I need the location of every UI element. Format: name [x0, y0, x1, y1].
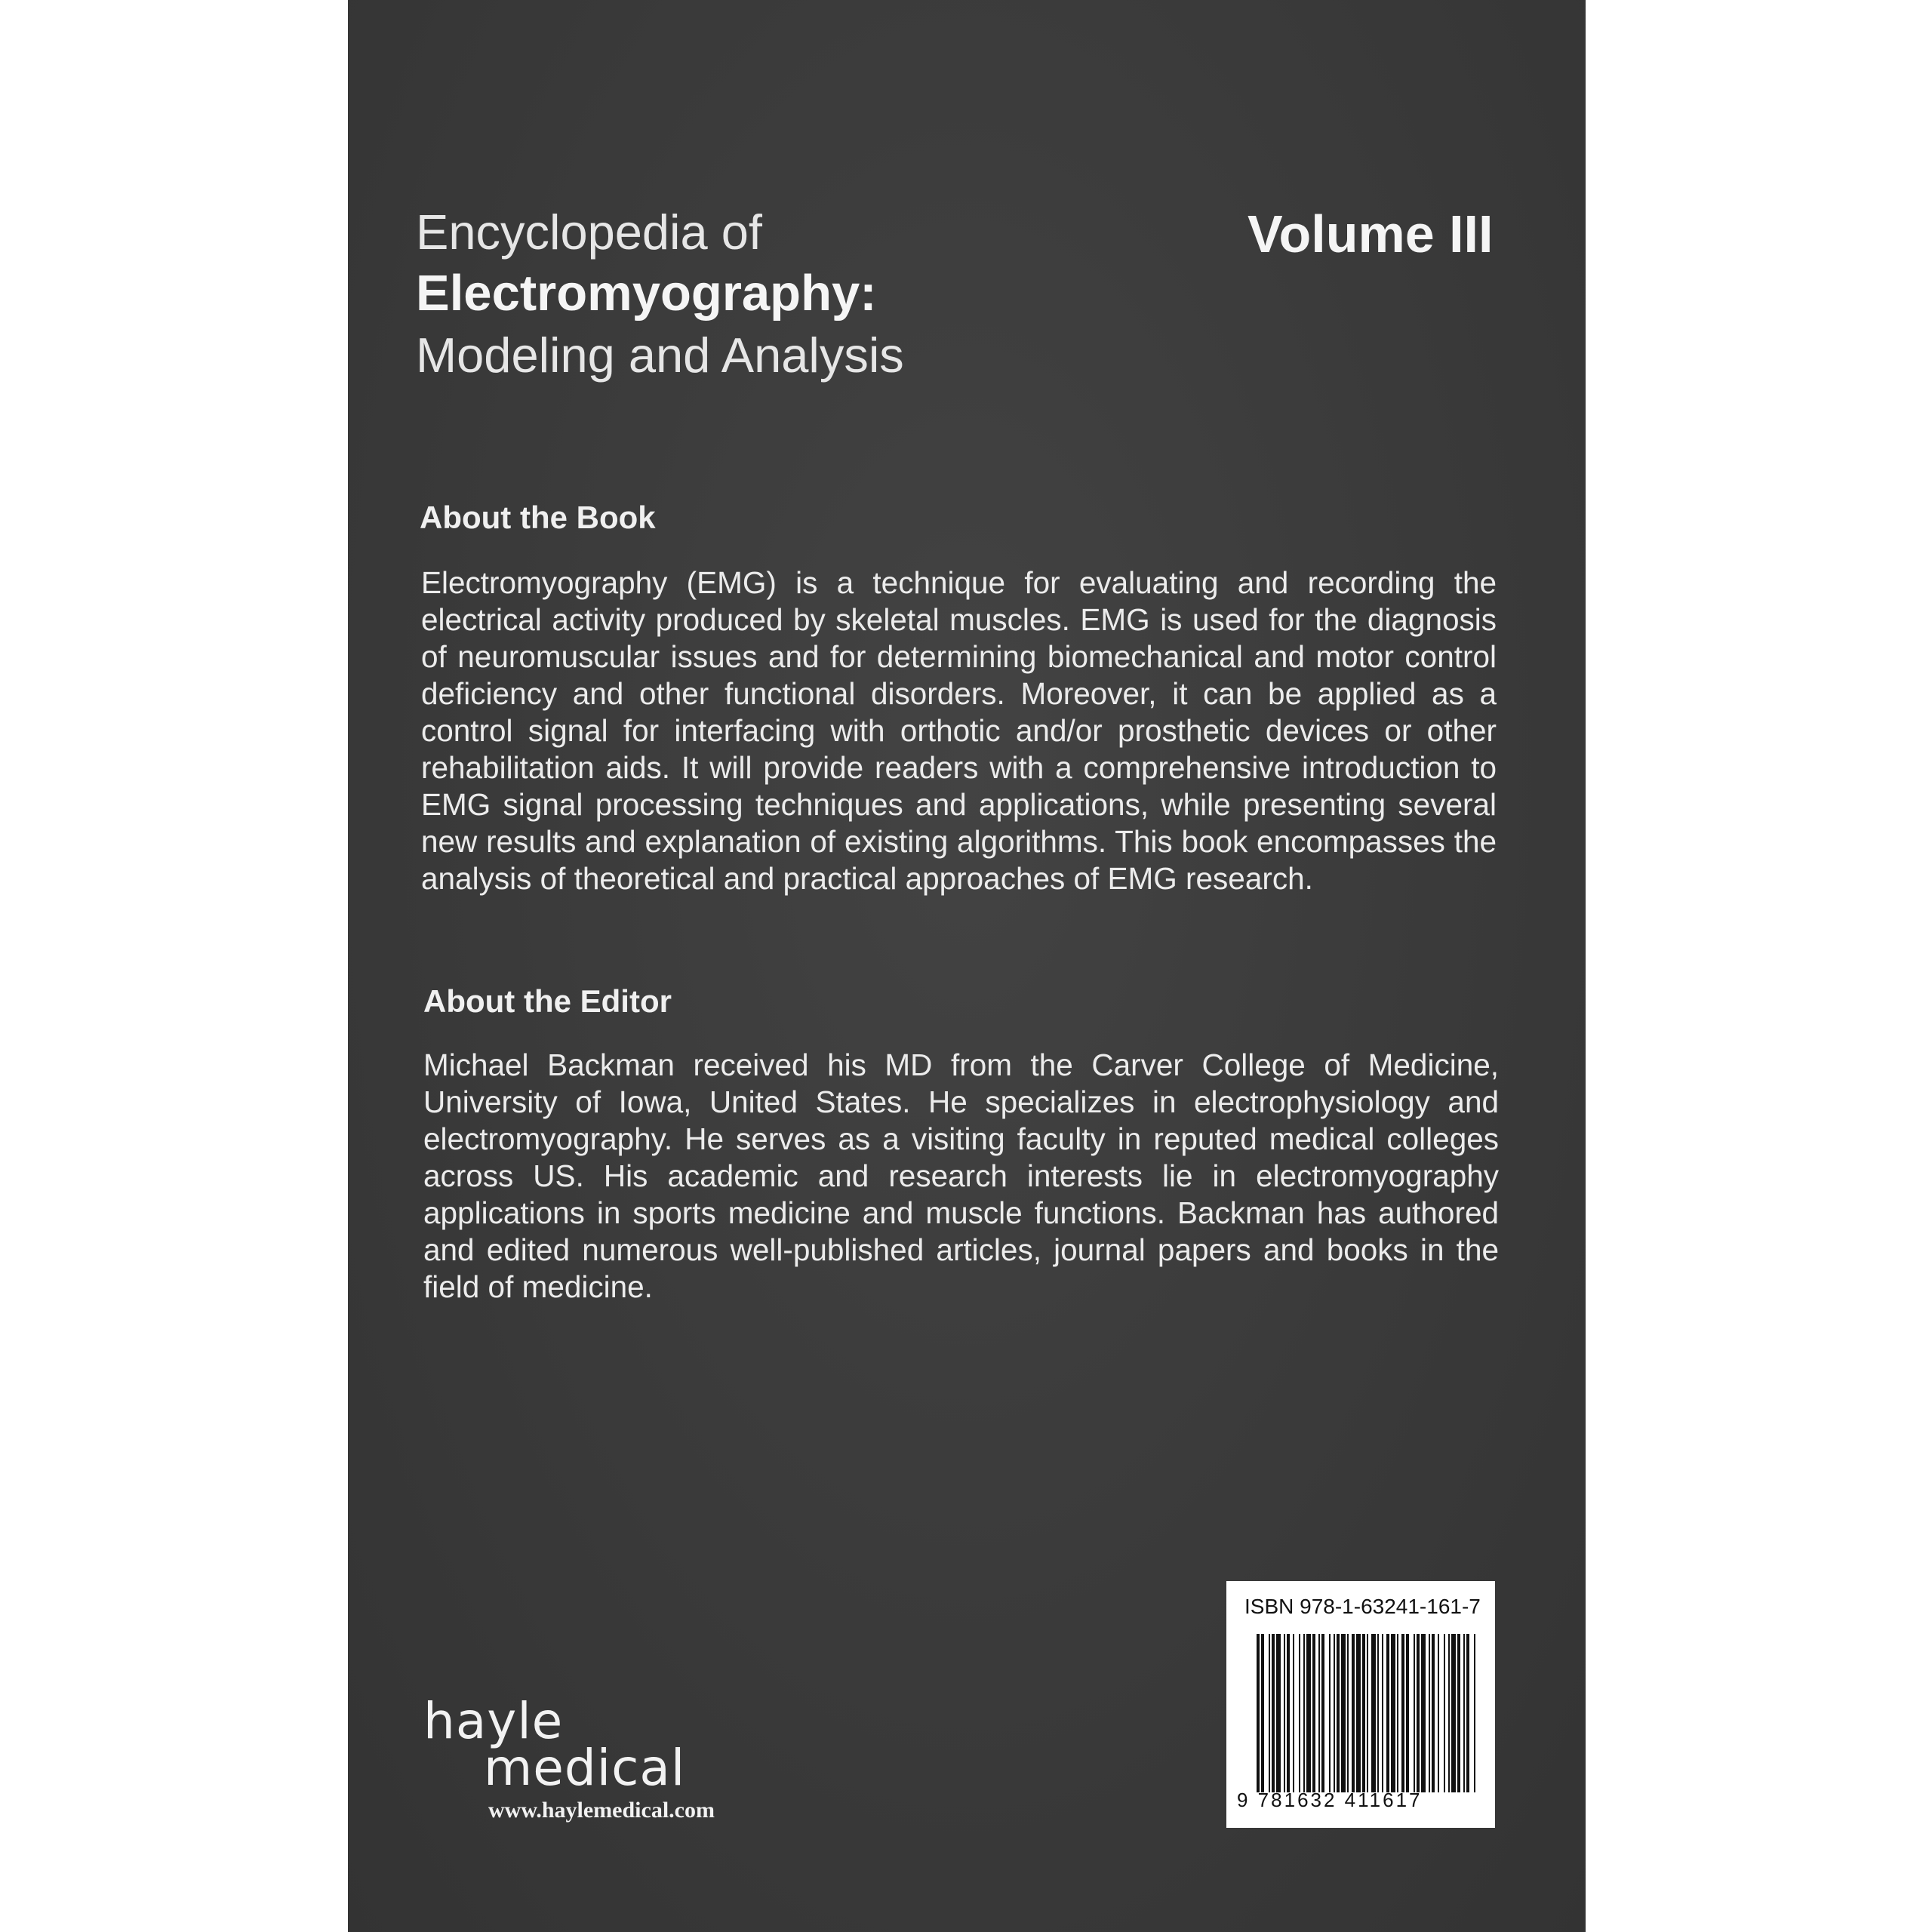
barcode-bar — [1306, 1634, 1311, 1792]
barcode-bar — [1284, 1634, 1285, 1792]
barcode-bar — [1448, 1634, 1450, 1792]
barcode-bar — [1293, 1634, 1294, 1792]
barcode-bar — [1466, 1634, 1469, 1792]
barcode-bar — [1318, 1634, 1320, 1792]
barcode-bar — [1356, 1634, 1361, 1792]
barcode-bar — [1432, 1634, 1435, 1792]
about-book-text: Electromyography (EMG) is a technique for evaluating and recording the electrical activity produced by skeletal muscles. EMG is used for the diagnosis of neuromuscular issues and for determining biomechanical and motor control deficiency and other functional disorders. Moreover, it can be applied as a control signal for interfacing with orthotic and/or prosthetic devices or other rehabilitation aids. It will provide readers with a comprehensive introduction to EMG signal processing techniques and applications, while presenting several new results and explanation of existing algorithms. This book encompasses the analysis of theoretical and practical approaches of EMG research. — [421, 565, 1497, 896]
title-line-3: Modeling and Analysis — [416, 328, 904, 383]
barcode-bar — [1321, 1634, 1324, 1792]
barcode-bar — [1444, 1634, 1445, 1792]
barcode-bar — [1401, 1634, 1404, 1792]
barcode-bar — [1463, 1634, 1465, 1792]
barcode-bar — [1377, 1634, 1379, 1792]
barcode-bar — [1457, 1634, 1460, 1792]
barcode-bar — [1334, 1634, 1335, 1792]
barcode-bar — [1287, 1634, 1290, 1792]
barcode-bar — [1386, 1634, 1389, 1792]
publisher-logo-line2: medical — [484, 1739, 686, 1797]
about-editor-text: Michael Backman received his MD from the Carver College of Medicine, University of Iowa, United States. He specializes in electrophysiology and electromyography. He serves as a visiting faculty in reputed medical colleges across US. His academic and research interests lie in electromyography applications in sports medicine and muscle functions. Backman has authored and edited numerous well-published articles, journal papers and books in the field of medicine. — [423, 1048, 1499, 1304]
barcode-bar — [1269, 1634, 1270, 1792]
barcode-bar — [1362, 1634, 1365, 1792]
barcode-bar — [1312, 1634, 1315, 1792]
barcode-bar — [1303, 1634, 1305, 1792]
volume-label: Volume III — [1247, 205, 1494, 263]
barcode-bar — [1261, 1634, 1264, 1792]
barcode-icon — [1257, 1634, 1475, 1792]
barcode-bar — [1474, 1634, 1475, 1792]
barcode-bar — [1414, 1634, 1415, 1792]
barcode-bar — [1341, 1634, 1346, 1792]
barcode-bar — [1352, 1634, 1355, 1792]
publisher-url: www.haylemedical.com — [488, 1798, 715, 1823]
about-editor-heading: About the Editor — [423, 983, 672, 1019]
barcode-bar — [1397, 1634, 1398, 1792]
barcode-bar — [1421, 1634, 1426, 1792]
barcode-bar — [1371, 1634, 1376, 1792]
barcode-bar — [1257, 1634, 1260, 1792]
barcode-bar — [1299, 1634, 1300, 1792]
barcode-bar — [1417, 1634, 1420, 1792]
about-book-heading: About the Book — [420, 500, 656, 535]
barcode-bar — [1329, 1634, 1331, 1792]
isbn-label: ISBN 978-1-63241-161-7 — [1244, 1595, 1481, 1618]
barcode-bar — [1367, 1634, 1368, 1792]
book-back-cover — [348, 0, 1586, 1932]
barcode-bar — [1337, 1634, 1340, 1792]
barcode-bar — [1451, 1634, 1456, 1792]
barcode-number: 9 781632 411617 — [1237, 1789, 1423, 1811]
barcode-bar — [1391, 1634, 1395, 1792]
title-line-2: Electromyography: — [416, 265, 877, 321]
barcode-bar — [1276, 1634, 1281, 1792]
title-line-1: Encyclopedia of — [416, 205, 762, 260]
barcode-bar — [1272, 1634, 1275, 1792]
barcode-bar — [1438, 1634, 1439, 1792]
publisher-logo — [423, 1692, 715, 1823]
isbn-barcode-box — [1226, 1581, 1495, 1828]
barcode-bar — [1406, 1634, 1409, 1792]
publisher-logo-line1: hayle — [423, 1692, 564, 1750]
barcode-bar — [1347, 1634, 1349, 1792]
barcode-bar — [1429, 1634, 1430, 1792]
barcode-bar — [1382, 1634, 1383, 1792]
